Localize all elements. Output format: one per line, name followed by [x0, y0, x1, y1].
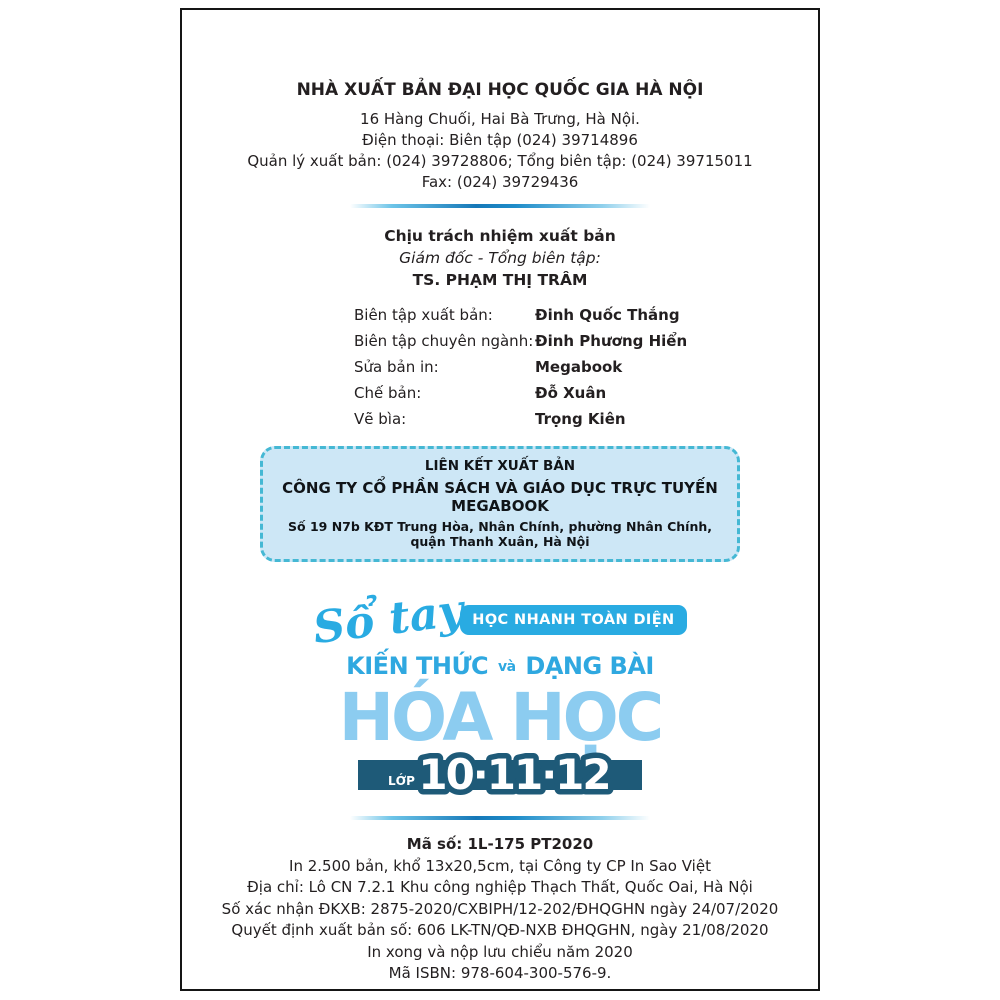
print-code: Mã số: 1L-175 PT2020 — [406, 835, 594, 853]
responsibility-role: Giám đốc - Tổng biên tập: — [399, 249, 601, 267]
responsibility-heading: Chịu trách nhiệm xuất bản — [384, 227, 616, 245]
partner-title: LIÊN KẾT XUẤT BẢN — [424, 458, 576, 474]
colophon-page — [180, 8, 820, 991]
credit-row — [354, 302, 818, 328]
grade-numbers: 10·11·12 — [418, 750, 610, 799]
brand-logo — [182, 585, 818, 799]
credit-label: Sửa bản in: — [354, 358, 439, 376]
credit-label: Biên tập xuất bản: — [354, 306, 493, 324]
brand-subtitle-part2: DẠNG BÀI — [525, 652, 654, 680]
publisher-contact-block — [182, 109, 818, 193]
publisher-management: Quản lý xuất bản: (024) 39728806; Tổng biên tập: (024) 39715011 — [247, 152, 753, 170]
gradient-divider-top — [350, 204, 650, 208]
credit-value: Trọng Kiên — [535, 410, 626, 428]
credit-row — [354, 406, 818, 432]
credit-label: Chế bản: — [354, 384, 422, 402]
responsibility-person: TS. PHẠM THỊ TRÂM — [412, 271, 588, 289]
credit-row — [354, 328, 818, 354]
partner-company: CÔNG TY CỔ PHẦN SÁCH VÀ GIÁO DỤC TRỰC TUYẾN MEGABOOK — [282, 479, 718, 515]
credit-value: Đinh Quốc Thắng — [535, 306, 680, 324]
publisher-name: NHÀ XUẤT BẢN ĐẠI HỌC QUỐC GIA HÀ NỘI — [296, 80, 704, 100]
grade-bar — [358, 750, 642, 799]
isbn-line: Mã ISBN: 978-604-300-576-9. — [388, 964, 612, 982]
partner-box — [260, 446, 740, 562]
printer-address-line: Địa chỉ: Lô CN 7.2.1 Khu công nghiệp Thạch Thất, Quốc Oai, Hà Nội — [247, 878, 753, 896]
brand-logo-top-row — [182, 585, 818, 655]
publisher-fax: Fax: (024) 39729436 — [421, 173, 579, 191]
brand-subtitle-conjunction: và — [497, 659, 516, 675]
print-info-block — [182, 834, 818, 985]
credit-value: Đỗ Xuân — [535, 384, 607, 402]
gradient-divider-bottom — [350, 816, 650, 820]
grade-numbers-graphic — [416, 748, 612, 802]
brand-subtitle-part1: KIẾN THỨC — [346, 652, 489, 680]
credit-row — [354, 380, 818, 406]
credit-label: Vẽ bìa: — [354, 410, 407, 428]
registration-number-line: Số xác nhận ĐKXB: 2875-2020/CXBIPH/12-202/ĐHQGHN ngày 24/07/2020 — [221, 899, 779, 918]
print-run-line: In 2.500 bản, khổ 13x20,5cm, tại Công ty CP In Sao Việt — [289, 856, 711, 875]
brand-subject-title: HÓA HỌC — [338, 679, 662, 756]
partner-address: Số 19 N7b KĐT Trung Hòa, Nhân Chính, phường Nhân Chính, quận Thanh Xuân, Hà Nội — [288, 519, 712, 549]
credit-row — [354, 354, 818, 380]
grade-label: LỚP — [388, 774, 415, 788]
brand-badge: HỌC NHANH TOÀN DIỆN — [460, 605, 686, 635]
brand-subtitle — [182, 652, 818, 680]
legal-deposit-line: In xong và nộp lưu chiểu năm 2020 — [367, 942, 633, 961]
credit-value: Đinh Phương Hiển — [535, 332, 688, 350]
publisher-phone: Điện thoại: Biên tập (024) 39714896 — [362, 131, 638, 149]
credit-label: Biên tập chuyên ngành: — [354, 332, 534, 350]
credits-table — [354, 302, 818, 432]
responsibility-block — [182, 225, 818, 291]
publisher-address: 16 Hàng Chuối, Hai Bà Trưng, Hà Nội. — [360, 110, 640, 128]
brand-script-logotype: Sổ tay — [310, 585, 467, 655]
credit-value: Megabook — [535, 358, 623, 376]
publishing-decision-line: Quyết định xuất bản số: 606 LK-TN/QĐ-NXB ĐHQGHN, ngày 21/08/2020 — [231, 921, 769, 939]
